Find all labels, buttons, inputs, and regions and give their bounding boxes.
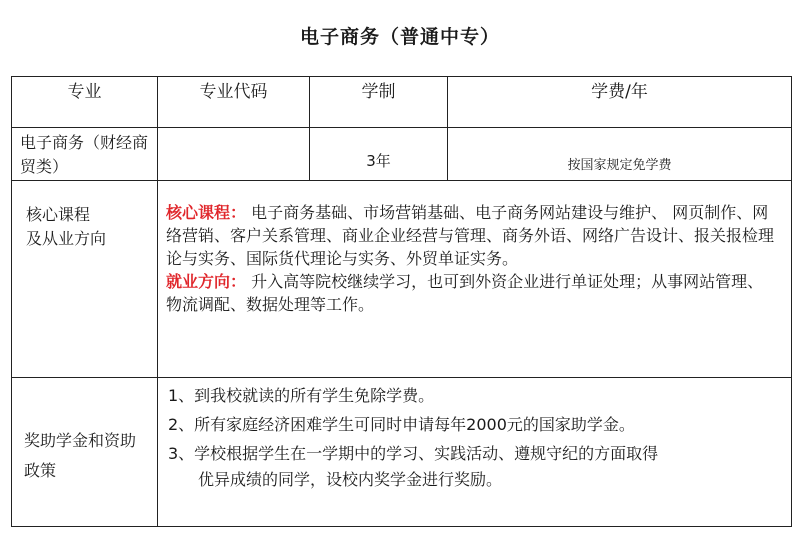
header-duration: 学制: [310, 77, 448, 128]
major-code: [158, 128, 310, 181]
major-name: 电子商务（财经商贸类）: [12, 128, 158, 181]
page-title: 电子商务（普通中专）: [299, 26, 500, 48]
career-paragraph: [166, 270, 779, 316]
core-label: [12, 181, 158, 378]
header-code: 专业代码: [158, 77, 310, 128]
policy-item-3a: 3、学校根据学生在一学期中的学习、实践活动、遵规守纪的方面取得: [168, 444, 659, 463]
policy-row: [12, 378, 792, 527]
core-label-line2: 及从业方向: [26, 229, 107, 248]
major-row: [12, 128, 792, 181]
policy-label: 奖助学金和资助政策: [12, 378, 158, 527]
policy-item-3b: 优异成绩的同学，设校内奖学金进行奖励。: [198, 470, 503, 489]
policy-content: [158, 378, 792, 527]
policy-item-1: 1、到我校就读的所有学生免除学费。: [168, 386, 435, 405]
core-content: [158, 181, 792, 378]
header-row: [12, 77, 792, 128]
policy-item-2: 2、所有家庭经济困难学生可同时申请每年2000元的国家助学金。: [168, 415, 635, 434]
major-fee: 按国家规定免学费: [448, 128, 792, 181]
header-fee: 学费/年: [448, 77, 792, 128]
core-row: [12, 181, 792, 378]
major-duration: 3年: [310, 128, 448, 181]
career-text: 升入高等院校继续学习，也可到外资企业进行单证处理；从事网站管理、物流调配、数据处理等工作。: [166, 272, 764, 314]
header-major: 专业: [12, 77, 158, 128]
courses-text: 电子商务基础、市场营销基础、电子商务网站建设与维护、 网页制作、网络营销、客户关系管理、商业企业经营与管理、商务外语、网络广告设计、报关报检理论与实务、国际货代理论与实务、外贸单证实务。: [166, 203, 775, 268]
career-title: 就业方向：: [166, 272, 247, 291]
program-table: [11, 76, 792, 527]
core-label-line1: 核心课程: [26, 205, 91, 224]
courses-paragraph: [166, 201, 779, 270]
courses-title: 核心课程：: [166, 203, 247, 222]
